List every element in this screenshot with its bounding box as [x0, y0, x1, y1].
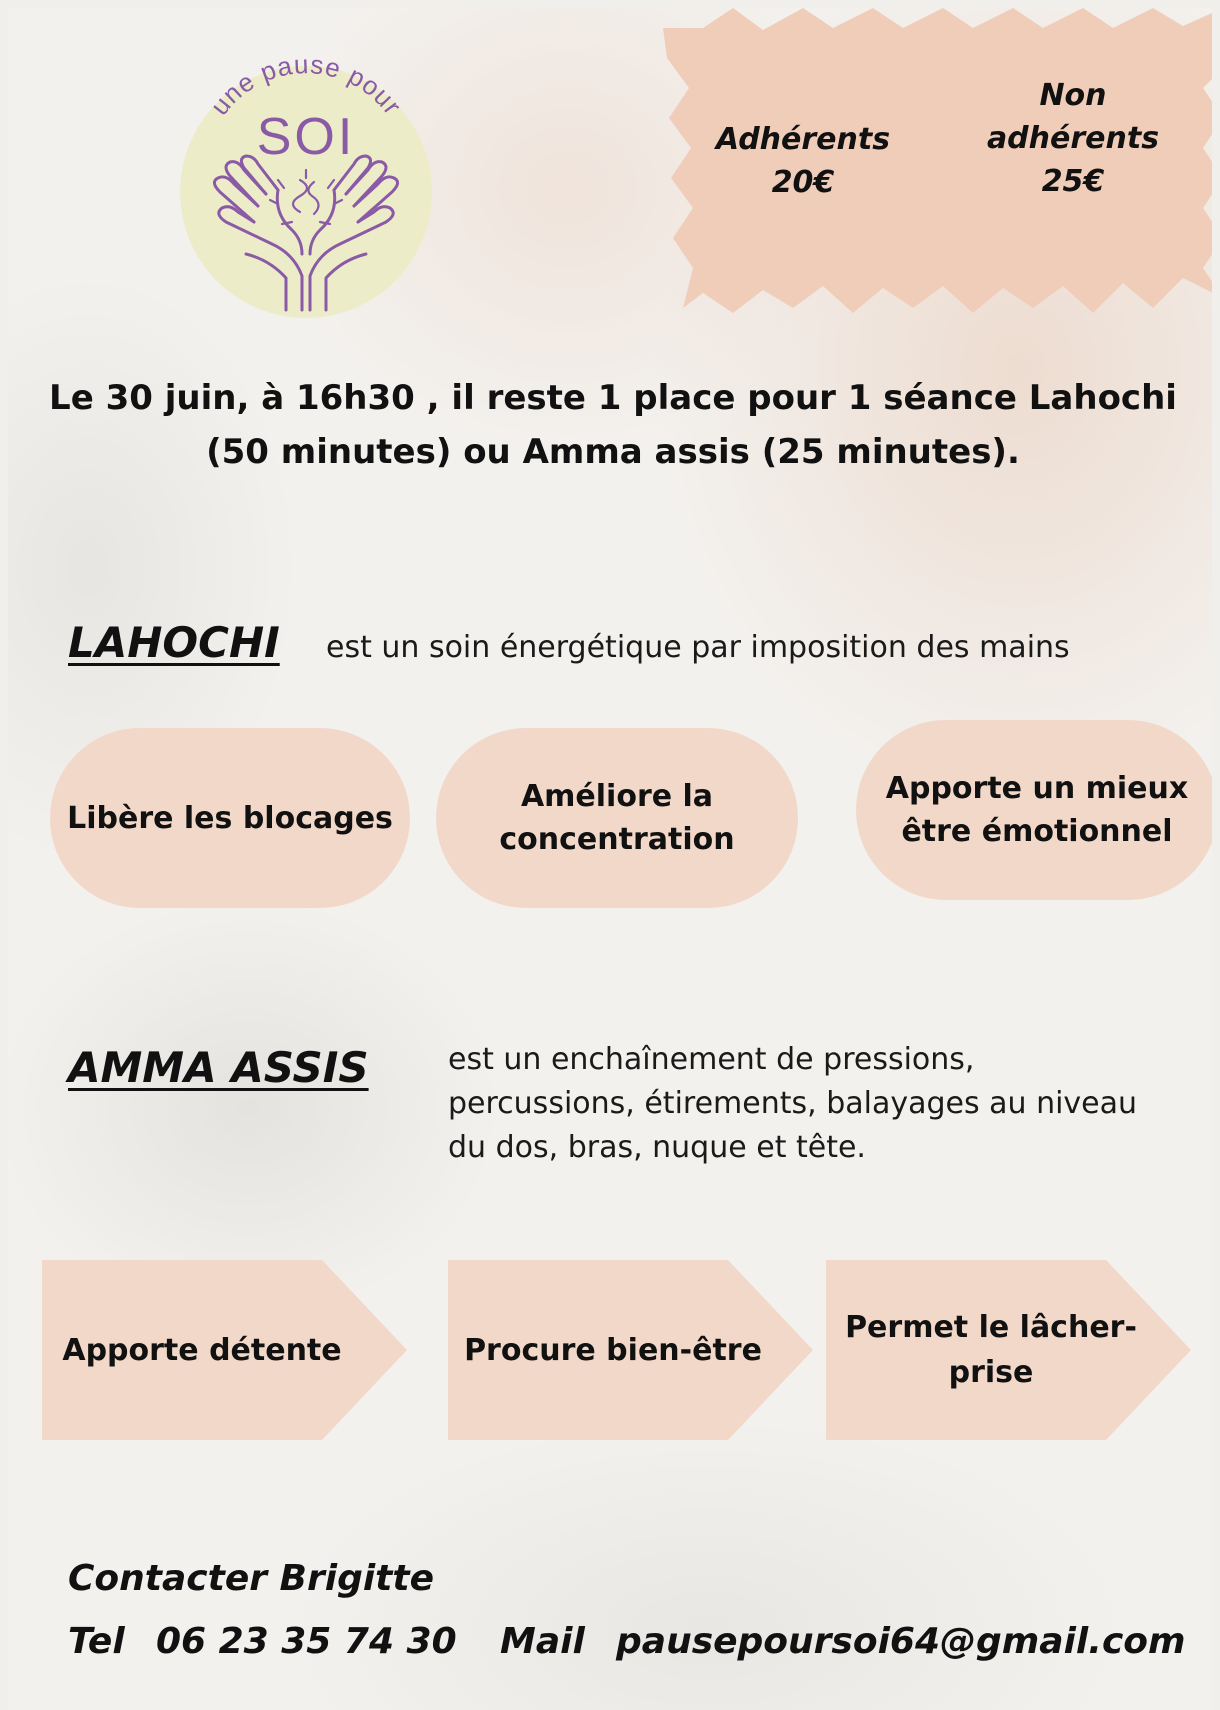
lahochi-benefit-3 — [856, 720, 1212, 900]
amma-benefit-3-line-2: prise — [948, 1355, 1034, 1390]
amma-benefit-1-line-1: Apporte détente — [62, 1332, 342, 1368]
amma-benefit-3-line-1: Permet le lâcher- — [845, 1310, 1137, 1345]
mail-label: Mail — [500, 1621, 585, 1662]
amma-description-line-3: du dos, bras, nuque et tête. — [448, 1130, 866, 1165]
amma-benefit-3 — [826, 1260, 1196, 1440]
price-non-adherents-value: 25€ — [1041, 164, 1105, 199]
lahochi-benefit-3-line-1: Apporte un mieux — [885, 771, 1189, 806]
mail-value: pausepoursoi64@gmail.com — [616, 1621, 1186, 1662]
amma-description — [448, 1038, 1148, 1170]
amma-benefit-1 — [42, 1260, 412, 1440]
lahochi-benefit-2-line-2: concentration — [499, 822, 735, 857]
amma-benefit-2 — [448, 1260, 818, 1440]
price-non-adherents-label-1: Non — [1039, 78, 1107, 113]
price-non-adherents — [968, 74, 1178, 203]
lahochi-benefit-1 — [50, 728, 410, 908]
logo — [174, 54, 438, 318]
lahochi-benefit-2-line-1: Améliore la — [520, 779, 714, 814]
amma-description-line-1: est un enchaînement de pressions, — [448, 1042, 975, 1077]
price-adherents-value: 20€ — [771, 165, 835, 200]
logo-main-text: SOI — [256, 108, 356, 166]
logo-arc-text: une pause pour — [204, 54, 409, 121]
tel-label: Tel — [68, 1621, 125, 1662]
lahochi-description: est un soin énergétique par imposition des mains — [326, 630, 1070, 665]
lahochi-benefit-1-line-1: Libère les blocages — [67, 800, 393, 836]
price-adherents — [708, 118, 898, 204]
contact-title: Contacter Brigitte — [68, 1558, 435, 1599]
lahochi-title: LAHOCHI — [68, 618, 280, 667]
price-adherents-label: Adhérents — [715, 122, 891, 157]
price-non-adherents-label-2: adhérents — [986, 121, 1160, 156]
amma-benefit-2-line-1: Procure bien-être — [464, 1332, 762, 1368]
headline-line-1: Le 30 juin, à 16h30 , il reste 1 place pour 1 séance Lahochi — [49, 378, 1177, 418]
amma-title: AMMA ASSIS — [68, 1043, 369, 1092]
headline — [48, 371, 1178, 479]
headline-line-2: (50 minutes) ou Amma assis (25 minutes). — [206, 432, 1020, 472]
lahochi-benefit-2 — [436, 728, 798, 908]
tel-value: 06 23 35 74 30 — [156, 1621, 457, 1662]
flyer-page — [8, 8, 1212, 1710]
amma-description-line-2: percussions, étirements, balayages au niveau — [448, 1086, 1138, 1121]
lahochi-benefit-3-line-2: être émotionnel — [901, 814, 1173, 849]
